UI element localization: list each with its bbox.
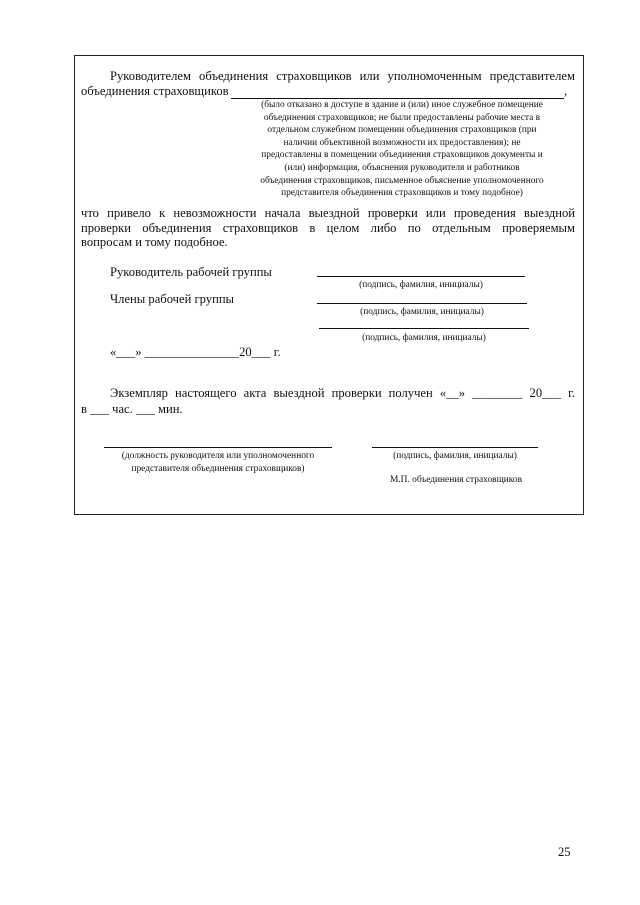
consequence-line-2: проверки объединения страховщиков в целом либо по отдельным проверяемым <box>81 221 575 235</box>
refusal-note <box>232 99 572 200</box>
refusal-note-line: объединения страховщиков; не были предоставлены рабочие места в <box>263 112 541 123</box>
member-1-signature-line <box>317 303 527 304</box>
working-group-members-label: Члены рабочей группы <box>110 292 235 306</box>
refusal-note-line: наличии объективной возможности их предоставления); не <box>283 137 521 148</box>
position-caption <box>104 450 332 475</box>
consequence-line-1: что привело к невозможности начала выездной проверки или проведения выездной <box>81 206 575 220</box>
receipt-line-1: Экземпляр настоящего акта выездной проверки получен «__» ________ 20___ г. <box>110 386 575 400</box>
intro-line-2-prefix: объединения страховщиков <box>81 84 229 98</box>
member-1-signature-caption: (подпись, фамилия, инициалы) <box>360 307 484 317</box>
signature-date: «___» _______________20___ г. <box>110 345 281 359</box>
position-caption-line: (должность руководителя или уполномоченного <box>121 451 315 461</box>
refusal-note-line: (или) информация, объяснения руководителя и работников <box>284 162 520 173</box>
position-caption-line: представителя объединения страховщиков) <box>131 463 305 474</box>
refusal-note-line: отдельном служебном помещении объединения страховщиков (при <box>267 125 537 136</box>
receipt-signature-caption: (подпись, фамилия, инициалы) <box>393 451 517 461</box>
consequence-line-3: вопросам и тому подобное. <box>81 235 228 249</box>
leader-signature-caption: (подпись, фамилия, инициалы) <box>359 280 483 290</box>
refusal-note-line: (было отказано в доступе в здание и (или) иное служебное помещение <box>261 100 543 110</box>
page-number: 25 <box>558 845 571 859</box>
member-2-signature-line <box>319 328 529 329</box>
refusal-note-line: объединения страховщиков, письменное объяснение уполномоченного <box>260 175 544 186</box>
working-group-leader-label: Руководитель рабочей группы <box>110 265 272 279</box>
stamp-label: М.П. объединения страховщиков <box>390 475 522 485</box>
intro-line-1: Руководителем объединения страховщиков или уполномоченным представителем <box>110 69 575 83</box>
refusal-note-line: представителя объединения страховщиков и тому подобное) <box>281 188 523 199</box>
receipt-line-2: в ___ час. ___ мин. <box>81 402 183 416</box>
leader-signature-line <box>317 276 525 277</box>
member-2-signature-caption: (подпись, фамилия, инициалы) <box>362 333 486 343</box>
receipt-signature-line <box>372 447 538 448</box>
refusal-note-line: предоставлены в помещении объединения страховщиков документы и <box>261 150 543 161</box>
intro-line-2-suffix: , <box>564 84 568 98</box>
position-line <box>104 447 332 448</box>
